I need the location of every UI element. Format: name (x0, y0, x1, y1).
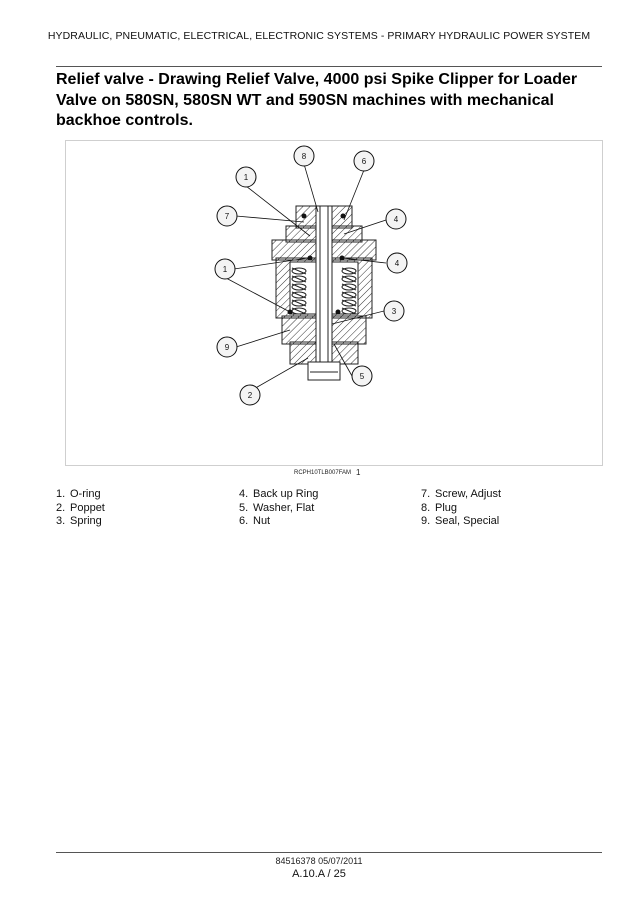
legend-column-2 (239, 488, 318, 529)
callout-1-top: 1 (243, 173, 249, 182)
callout-5: 5 (359, 372, 365, 381)
footer-divider (56, 852, 602, 853)
callout-3: 3 (391, 307, 397, 316)
legend-column-3 (421, 488, 501, 529)
legend-item: 8. Plug (421, 501, 458, 514)
legend-item: 6. Nut (239, 515, 271, 527)
running-header: HYDRAULIC, PNEUMATIC, ELECTRICAL, ELECTRONIC SYSTEMS - PRIMARY HYDRAULIC POWER SYSTEM (47, 30, 591, 42)
legend-item: 3. Spring (56, 515, 102, 527)
callout-8: 8 (301, 152, 307, 161)
legend-item: 9. Seal, Special (421, 515, 500, 527)
legend-item: 2. Poppet (56, 501, 105, 514)
legend-item: 7. Screw, Adjust (421, 488, 502, 500)
callout-7: 7 (224, 212, 230, 221)
legend-column-1 (56, 488, 105, 529)
section-title: Relief valve - Drawing Relief Valve, 4000 psi Spike Clipper for Loader Valve on 580SN, 580SN WT and 590SN machines with mechanical backhoe controls. (56, 71, 578, 129)
valve-body (272, 206, 376, 380)
callout-2: 2 (247, 391, 253, 400)
document-id-date: 84516378 05/07/2011 (275, 856, 363, 866)
legend-item: 4. Back up Ring (239, 488, 319, 500)
callout-4-mid: 4 (394, 259, 400, 268)
figure-reference-code: RCPH10TLB007FAM (294, 470, 352, 476)
callout-1-mid: 1 (222, 265, 228, 274)
page-number: A.10.A / 25 (292, 868, 346, 880)
figure-number: 1 (356, 468, 361, 477)
callout-4-top: 4 (393, 215, 399, 224)
legend-item: 5. Washer, Flat (239, 501, 315, 514)
callout-9: 9 (224, 343, 230, 352)
legend-item: 1. O-ring (56, 488, 101, 500)
callout-6: 6 (361, 157, 367, 166)
